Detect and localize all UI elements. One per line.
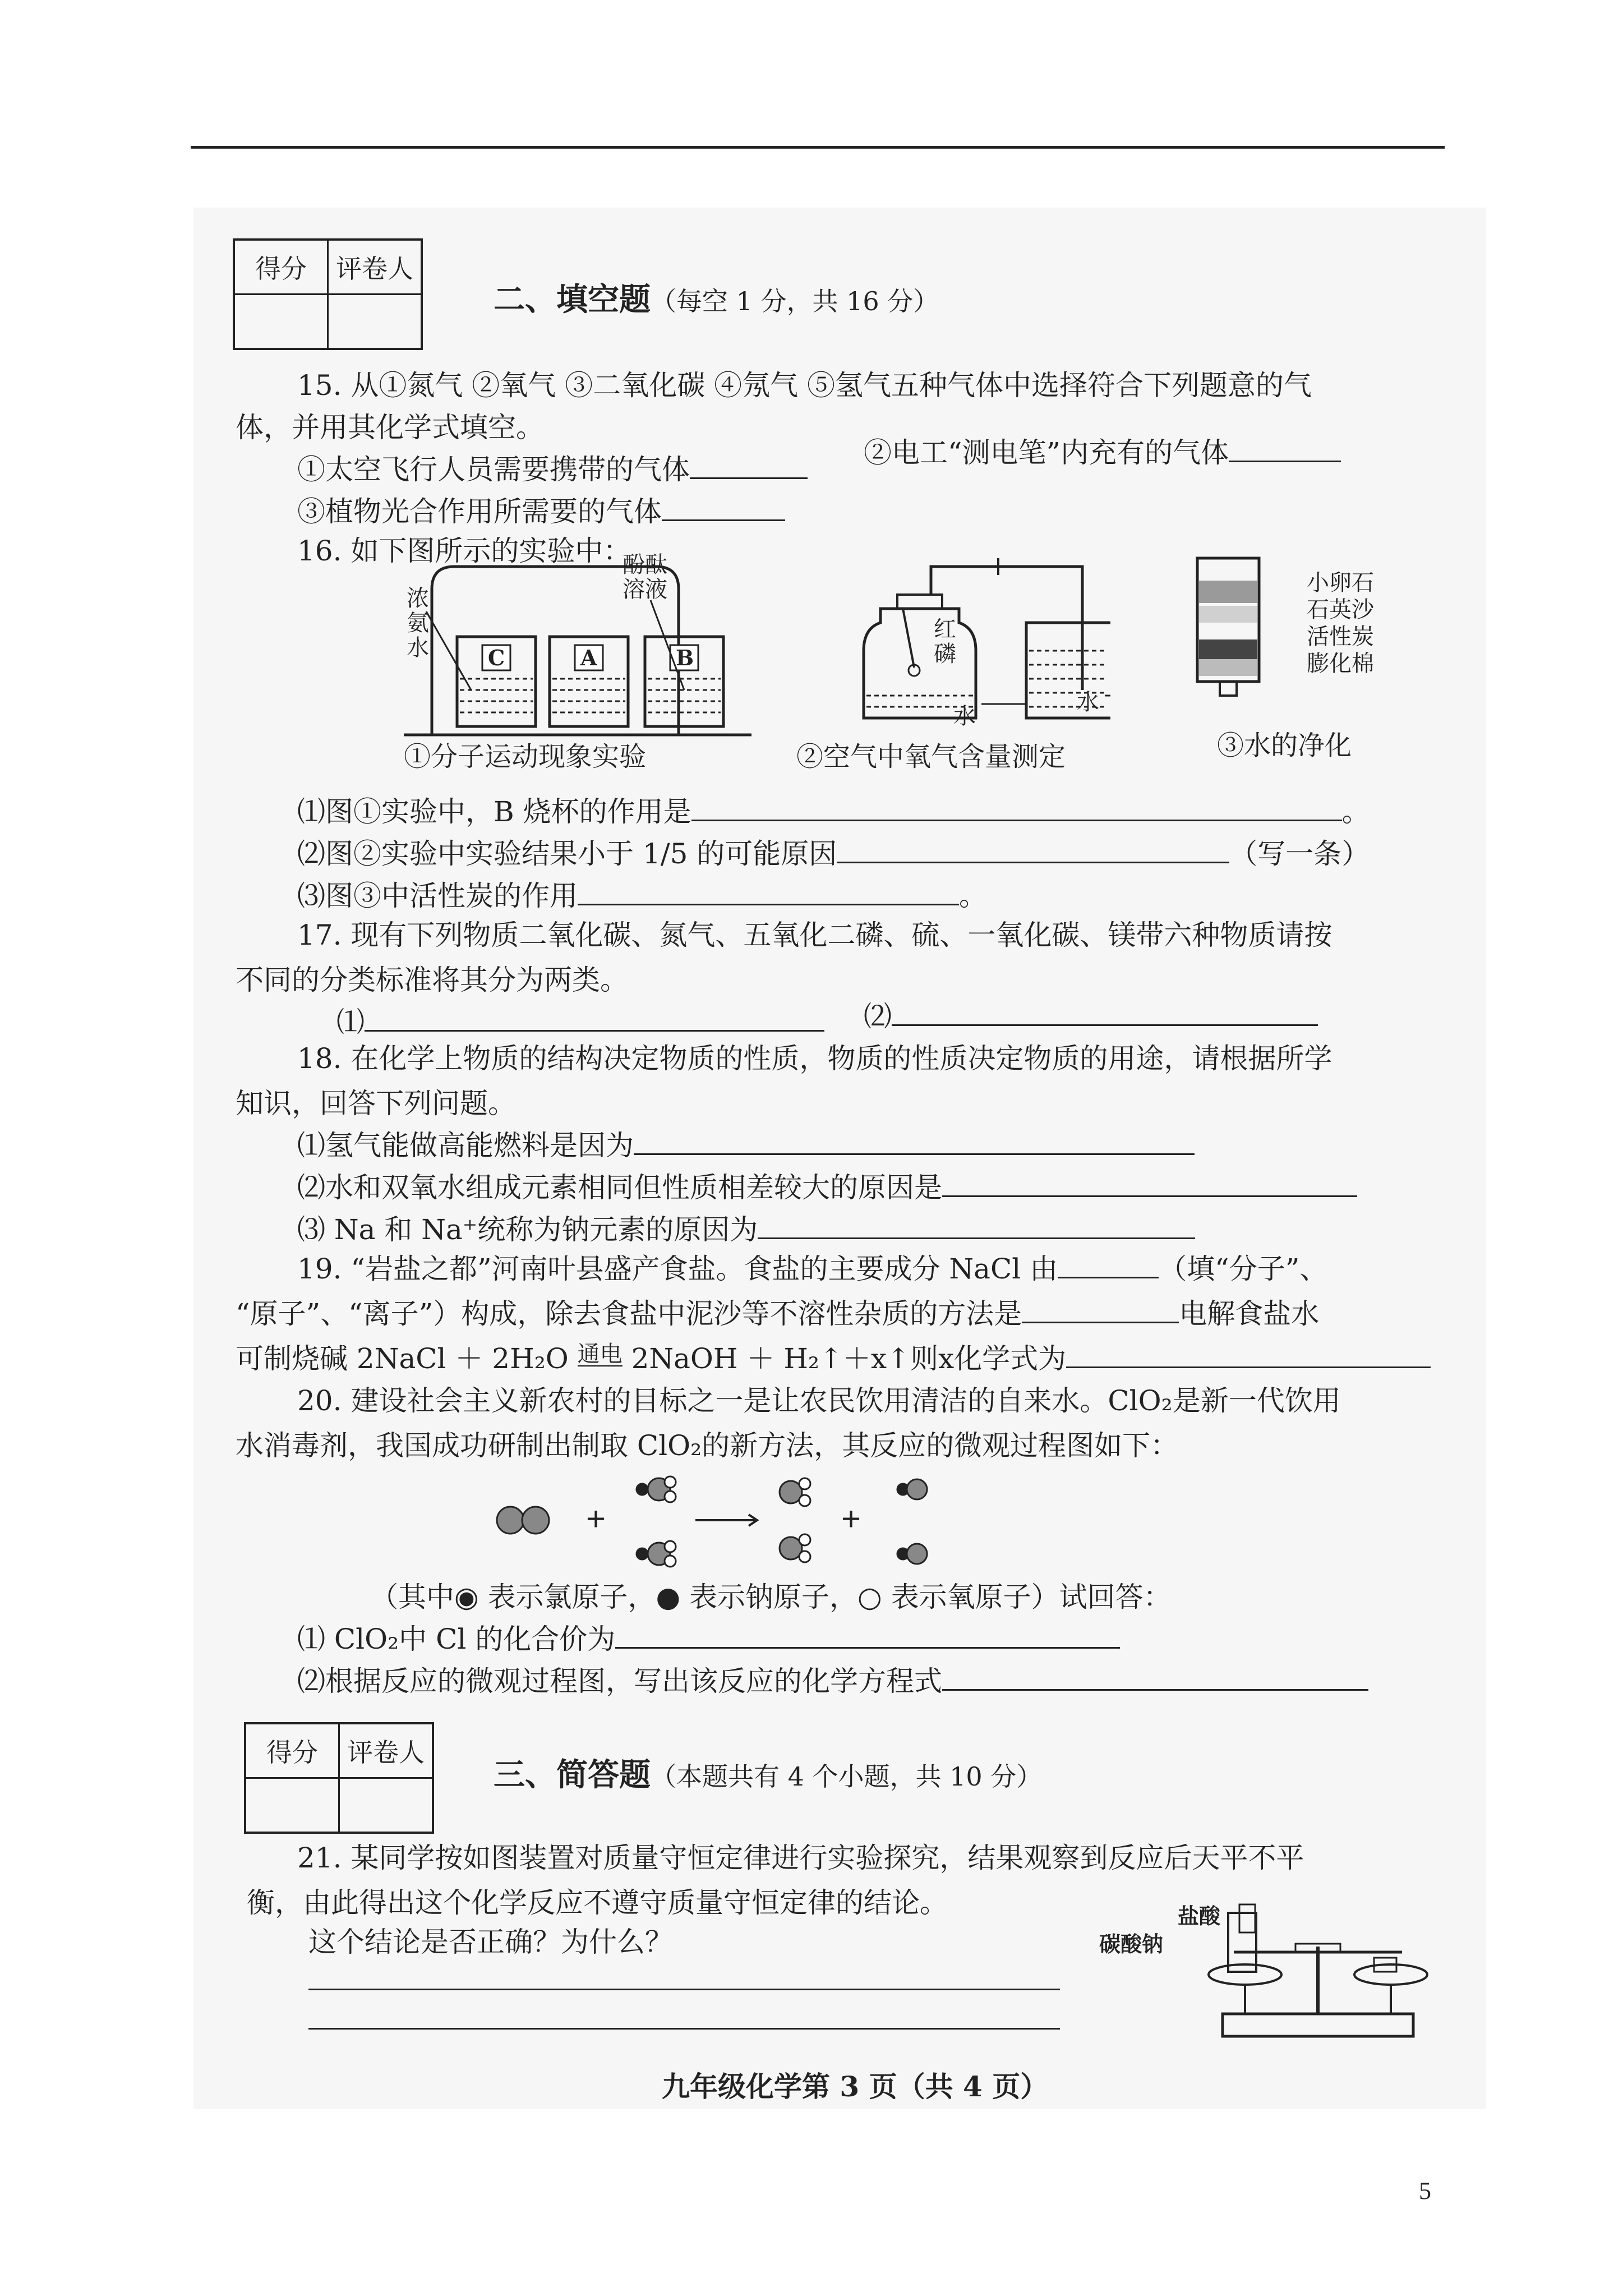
beaker-b-label: B	[676, 645, 694, 670]
reaction-micro-diagram	[494, 1470, 942, 1571]
answer-line[interactable]	[308, 1989, 1060, 1990]
figure-oxygen-measurement	[841, 555, 1110, 735]
phosphorus-char: 磷	[934, 641, 956, 667]
section3-title: 三、简答题	[494, 1756, 651, 1793]
q16-b-text2: 的可能原因	[697, 838, 837, 870]
phenolphthalein-label	[623, 553, 667, 602]
q18-a-text: ⑴氢气能做高能燃料是因为	[297, 1129, 634, 1162]
answer-blank[interactable]	[615, 1621, 1120, 1649]
grader-label: 评卷人	[339, 1723, 434, 1778]
grader-cell[interactable]	[328, 295, 422, 349]
beaker-a-label: A	[580, 645, 597, 670]
q19-line2	[236, 1296, 1319, 1332]
q19-l2a: “原子”、“离子”）构成，除去食盐中泥沙等不溶性杂质的方法是	[236, 1297, 1022, 1330]
score-label: 得分	[234, 240, 328, 295]
phenol-text: 酚酞	[623, 552, 667, 578]
ammonia-char: 氨	[407, 610, 429, 636]
ammonia-label	[407, 586, 429, 660]
layer-pebbles: 小卵石	[1307, 570, 1374, 596]
q16-b-text: ⑵图②实验中实验结果小于	[297, 838, 634, 870]
svg-text:+: +	[841, 1500, 861, 1538]
q15-line1: 15. 从①氮气 ②氧气 ③二氧化碳 ④氖气 ⑤氢气五种气体中选择符合下列题意的气	[297, 369, 1312, 402]
q19-l1b: （填“分子”、	[1159, 1253, 1328, 1285]
q19-l1a: 19. “岩盐之都”河南叶县盛产食盐。食盐的主要成分 NaCl 由	[297, 1253, 1058, 1285]
section2-heading	[494, 275, 939, 320]
score-box-section2	[233, 238, 423, 350]
q19-l3a: 可制烧碱 2NaCl ＋ 2H₂O	[236, 1342, 569, 1375]
phosphorus-char: 红	[934, 616, 956, 642]
top-rule	[191, 146, 1445, 149]
phenol-text: 溶液	[623, 577, 667, 602]
figure-water-purifier	[1189, 555, 1267, 701]
q18-b	[297, 1170, 1357, 1205]
figure2-caption: ②空气中氧气含量测定	[796, 741, 1066, 772]
label-hydrochloric-acid: 盐酸	[1178, 1903, 1221, 1929]
q17-b	[864, 999, 1318, 1034]
q18-line1: 18. 在化学上物质的结构决定物质的性质，物质的性质决定物质的用途，请根据所学	[297, 1042, 1332, 1075]
answer-blank[interactable]	[1229, 435, 1341, 462]
q16-c	[297, 878, 987, 914]
fraction-one-fifth: 1/5	[642, 838, 688, 870]
layer-quartz-sand: 石英沙	[1307, 597, 1374, 623]
grader-label: 评卷人	[328, 240, 422, 295]
grader-cell[interactable]	[339, 1778, 434, 1833]
q16-b	[297, 836, 1370, 872]
answer-blank[interactable]	[892, 999, 1318, 1026]
answer-blank[interactable]	[1022, 1296, 1179, 1323]
section2-note: （每空 1 分，共 16 分）	[651, 286, 939, 316]
section2-title: 二、填空题	[494, 281, 651, 318]
answer-blank[interactable]	[942, 1170, 1357, 1197]
ammonia-char: 水	[407, 635, 429, 661]
balance-scale-figure	[1200, 1902, 1436, 2042]
condition-electrolysis: 通电	[577, 1341, 623, 1367]
water-label-left: 水	[953, 703, 976, 729]
layer-activated-carbon: 活性炭	[1307, 624, 1374, 650]
q20-line1: 20. 建设社会主义新农村的目标之一是让农民饮用清洁的自来水。ClO₂是新一代饮用	[297, 1384, 1341, 1417]
beaker-c-label: C	[488, 645, 505, 670]
q15-c-text: ③植物光合作用所需要的气体	[297, 495, 662, 528]
red-phosphorus-label	[934, 617, 956, 666]
q18-line2: 知识，回答下列问题。	[236, 1087, 516, 1120]
answer-blank[interactable]	[690, 452, 808, 479]
q17-line2: 不同的分类标准将其分为两类。	[236, 964, 628, 996]
q16-intro: 16. 如下图所示的实验中：	[297, 535, 631, 567]
q16-a	[297, 794, 1370, 830]
q16-a-end: 。	[1341, 795, 1370, 828]
answer-blank[interactable]	[1058, 1251, 1159, 1278]
q21-line2: 衡，由此得出这个化学反应不遵守质量守恒定律的结论。	[247, 1887, 948, 1919]
score-cell[interactable]	[234, 295, 328, 349]
q21-line3: 这个结论是否正确？为什么？	[308, 1926, 673, 1958]
score-box-section3	[244, 1722, 434, 1834]
svg-text:+: +	[586, 1500, 606, 1538]
q19-l2b: 电解食盐水	[1179, 1297, 1320, 1330]
answer-blank[interactable]	[578, 878, 959, 905]
q15-c	[297, 494, 785, 530]
q19-line3	[236, 1341, 1431, 1377]
q18-b-text: ⑵水和双氧水组成元素相同但性质相差较大的原因是	[297, 1171, 942, 1204]
q18-c-text: ⑶ Na 和 Na⁺统称为钠元素的原因为	[297, 1213, 758, 1246]
q17-b-label: ⑵	[864, 1000, 892, 1033]
q16-c-end: 。	[959, 880, 987, 912]
q19-l3b: 2NaOH ＋ H₂↑＋x↑则x化学式为	[631, 1342, 1067, 1375]
q20-a-text: ⑴ ClO₂中 Cl 的化合价为	[297, 1623, 616, 1655]
q15-line2: 体，并用其化学式填空。	[236, 411, 544, 444]
q18-a	[297, 1128, 1195, 1163]
answer-blank[interactable]	[662, 494, 785, 521]
filter-layers-labels	[1307, 569, 1374, 677]
q17-line1: 17. 现有下列物质二氧化碳、氮气、五氧化二磷、硫、一氧化碳、镁带六种物质请按	[297, 919, 1332, 951]
ammonia-char: 浓	[407, 586, 429, 611]
answer-blank[interactable]	[365, 1004, 824, 1032]
section3-heading	[494, 1750, 1042, 1795]
figure1-caption: ①分子运动现象实验	[404, 741, 647, 772]
q16-a-text: ⑴图①实验中，B 烧杯的作用是	[297, 795, 691, 828]
q18-c	[297, 1212, 1195, 1248]
page-number: 5	[1419, 2177, 1431, 2205]
answer-blank[interactable]	[1066, 1341, 1431, 1368]
q15-a-text: ①太空飞行人员需要携带的气体	[297, 453, 690, 486]
q19-line1	[297, 1251, 1327, 1287]
figure3-caption: ③水的净化	[1217, 730, 1352, 761]
q16-c-text: ⑶图③中活性炭的作用	[297, 880, 578, 912]
q17-a	[336, 1004, 824, 1040]
answer-line[interactable]	[308, 2028, 1060, 2030]
answer-blank[interactable]	[837, 836, 1229, 863]
score-label: 得分	[245, 1723, 339, 1778]
answer-blank[interactable]	[942, 1663, 1368, 1691]
section3-note: （本题共有 4 个小题，共 10 分）	[651, 1761, 1043, 1792]
q21-line1: 21. 某同学按如图装置对质量守恒定律进行实验探究，结果观察到反应后天平不平	[297, 1842, 1304, 1874]
answer-blank[interactable]	[758, 1212, 1195, 1239]
layer-cotton: 膨化棉	[1307, 651, 1374, 677]
q20-a	[297, 1621, 1120, 1657]
page-footer: 九年级化学第 3 页（共 4 页）	[662, 2070, 1049, 2103]
q15-a	[297, 452, 808, 487]
q15-b	[864, 435, 1341, 471]
q20-b	[297, 1663, 1368, 1699]
answer-blank[interactable]	[634, 1128, 1195, 1155]
score-cell[interactable]	[245, 1778, 339, 1833]
q17-a-label: ⑴	[336, 1006, 365, 1038]
q16-b-end: （写一条）	[1229, 838, 1370, 870]
answer-blank[interactable]	[691, 794, 1342, 821]
q20-legend: （其中◉ 表示氯原子，● 表示钠原子，○ 表示氧原子）试回答：	[370, 1581, 1172, 1613]
q20-line2: 水消毒剂，我国成功研制出制取 ClO₂的新方法，其反应的微观过程图如下：	[236, 1429, 1179, 1462]
q20-b-text: ⑵根据反应的微观过程图，写出该反应的化学方程式	[297, 1665, 942, 1697]
water-label-right: 水	[1077, 689, 1099, 715]
label-sodium-carbonate: 碳酸钠	[1099, 1931, 1164, 1957]
q15-b-text: ②电工“测电笔”内充有的气体	[864, 436, 1229, 469]
